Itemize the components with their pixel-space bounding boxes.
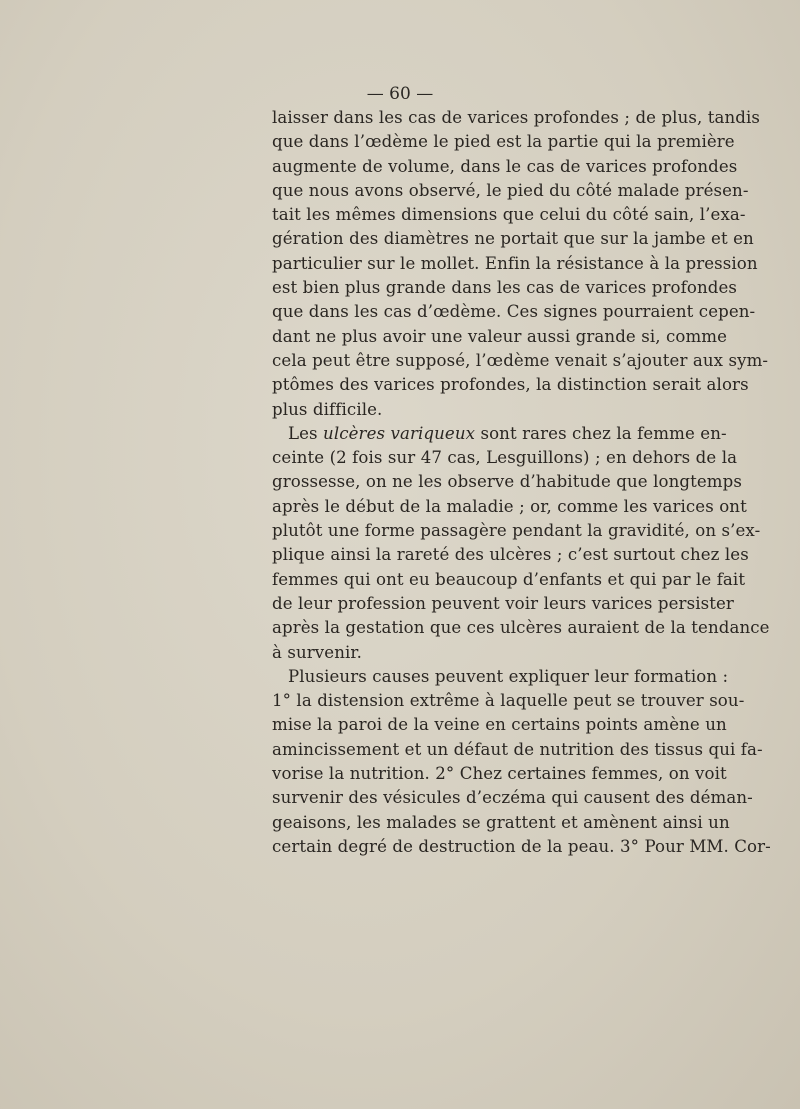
text-line: particulier sur le mollet. Enfin la résistance à la pression <box>272 253 758 273</box>
text-line: plique ainsi la rareté des ulcères ; c’est surtout chez les <box>272 545 749 565</box>
text-line: mise la paroi de la veine en certains points amène un <box>272 715 727 735</box>
text-line: à survenir. <box>272 642 362 662</box>
text-line: vorise la nutrition. 2° Chez certaines femmes, on voit <box>272 764 727 784</box>
text-line: ptômes des varices profondes, la distinction serait alors <box>272 375 749 395</box>
text-line: grossesse, on ne les observe d’habitude que longtemps <box>272 472 742 492</box>
text-line: certain degré de destruction de la peau. 3° Pour MM. Cor- <box>272 836 771 856</box>
text-line: augmente de volume, dans le cas de varices profondes <box>272 156 738 176</box>
text-line: Plusieurs causes peuvent expliquer leur formation : <box>288 666 729 686</box>
text-line: de leur profession peuvent voir leurs varices persister <box>272 593 734 613</box>
text-line: après la gestation que ces ulcères auraient de la tendance <box>272 618 770 638</box>
text-line: plus difficile. <box>272 399 383 419</box>
text-line: laisser dans les cas de varices profondes ; de plus, tandis <box>272 108 761 127</box>
text-line-with-italic <box>272 422 727 446</box>
text-line: femmes qui ont eu beaucoup d’enfants et qui par le fait <box>272 569 746 589</box>
page-number: — 60 — <box>366 84 434 104</box>
text-line: ceinte (2 fois sur 47 cas, Lesguillons) ; en dehors de la <box>272 448 738 468</box>
line-pre: Les <box>288 423 324 443</box>
text-line: est bien plus grande dans les cas de varices profondes <box>272 278 737 298</box>
text-line: que nous avons observé, le pied du côté malade présen- <box>272 180 749 200</box>
text-line: 1° la distension extrême à laquelle peut se trouver sou- <box>272 691 745 711</box>
line-post: sont rares chez la femme en- <box>475 423 727 443</box>
text-line: tait les mêmes dimensions que celui du côté sain, l’exa- <box>272 205 746 225</box>
text-line: survenir des vésicules d’eczéma qui causent des déman- <box>272 788 753 808</box>
italic-term: ulcères variqueux <box>323 423 476 443</box>
text-line: que dans l’œdème le pied est la partie qui la première <box>272 132 735 152</box>
body-text <box>272 106 771 859</box>
text-line: dant ne plus avoir une valeur aussi grande si, comme <box>272 326 728 346</box>
text-line: après le début de la maladie ; or, comme les varices ont <box>272 496 747 516</box>
text-line: cela peut être supposé, l’œdème venait s’ajouter aux sym- <box>272 350 769 370</box>
text-line: gération des diamètres ne portait que sur la jambe et en <box>272 229 754 249</box>
text-line: geaisons, les malades se grattent et amènent ainsi un <box>272 812 730 832</box>
text-line: que dans les cas d’œdème. Ces signes pourraient cepen- <box>272 302 756 322</box>
text-line: plutôt une forme passagère pendant la gravidité, on s’ex- <box>272 521 761 541</box>
text-line: amincissement et un défaut de nutrition des tissus qui fa- <box>272 739 763 759</box>
